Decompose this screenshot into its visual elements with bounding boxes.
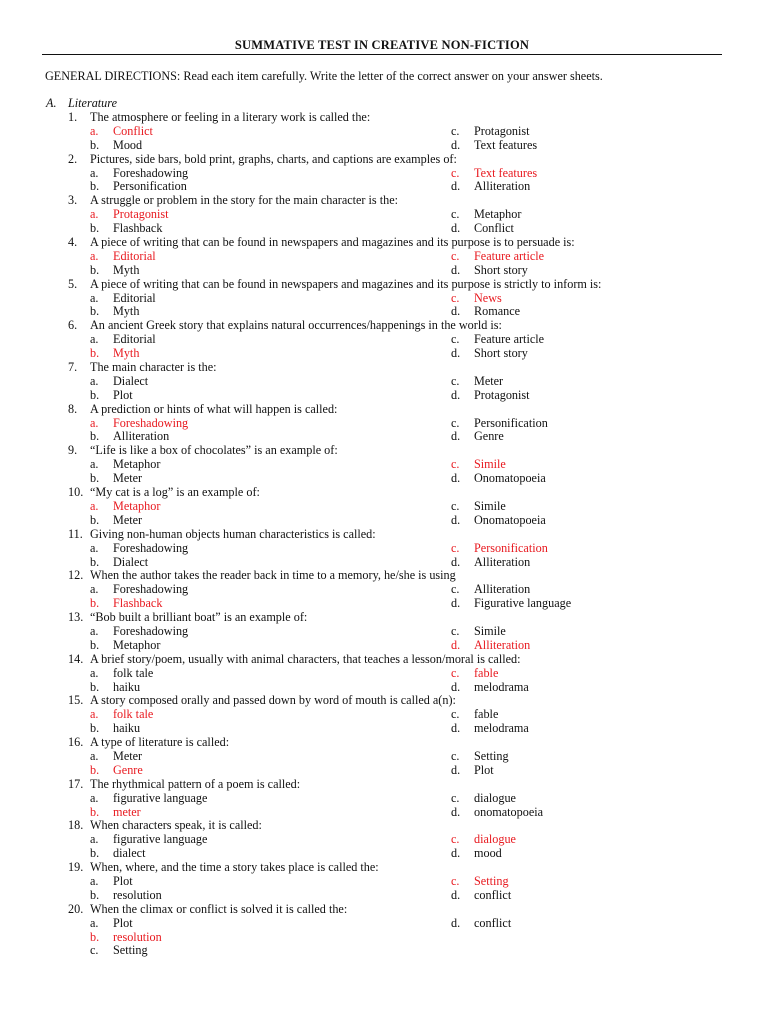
option-text: figurative language <box>113 832 208 847</box>
option-letter: c. <box>451 665 460 680</box>
option-text: Short story <box>474 346 528 361</box>
option-text: Protagonist <box>474 123 530 138</box>
option-text-correct: Metaphor <box>113 498 161 513</box>
option-text-correct: Foreshadowing <box>113 415 189 430</box>
option-letter: a. <box>90 540 99 555</box>
option-letter: c. <box>451 540 460 555</box>
question-number: 4. <box>68 235 78 250</box>
option-letter: b. <box>90 387 100 402</box>
option-text-correct: Protagonist <box>113 207 169 222</box>
option-letter: d. <box>451 137 461 152</box>
option-letter: c. <box>451 498 460 513</box>
options-row <box>0 917 768 931</box>
option-letter: a. <box>90 707 99 722</box>
question-text: Giving non-human objects human characteristics is called: <box>90 526 376 541</box>
option-text-correct: News <box>474 290 502 305</box>
option-text: Feature article <box>474 332 545 347</box>
options-row <box>0 681 768 695</box>
option-letter: a. <box>90 207 99 222</box>
question-number: 16. <box>68 735 84 750</box>
option-letter: b. <box>90 262 100 277</box>
option-letter: d. <box>451 262 461 277</box>
option-letter: c. <box>451 290 460 305</box>
option-text-correct: dialogue <box>474 832 516 847</box>
option-letter: c. <box>451 165 460 180</box>
option-text: Setting <box>113 943 148 958</box>
option-letter: d. <box>451 596 461 611</box>
options-row <box>0 458 768 472</box>
option-letter: a. <box>90 748 99 763</box>
option-letter: c. <box>451 373 460 388</box>
option-text: Genre <box>474 429 504 444</box>
title-underline <box>42 54 722 55</box>
options-row <box>0 292 768 306</box>
section-letter: A. <box>46 96 57 110</box>
option-text: Editorial <box>113 290 156 305</box>
option-letter: a. <box>90 873 99 888</box>
option-letter: a. <box>90 332 99 347</box>
options-row <box>0 847 768 861</box>
option-letter: d. <box>451 915 461 930</box>
options-row <box>0 472 768 486</box>
question <box>0 236 768 250</box>
option-text: onomatopoeia <box>474 804 544 819</box>
option-letter: a. <box>90 832 99 847</box>
option-letter: a. <box>90 665 99 680</box>
option-letter: c. <box>451 748 460 763</box>
options-row <box>0 139 768 153</box>
option-letter: b. <box>90 596 100 611</box>
option-text: conflict <box>474 915 512 930</box>
option-letter: b. <box>90 804 100 819</box>
question <box>0 819 768 833</box>
question-number: 19. <box>68 860 84 875</box>
page-title: SUMMATIVE TEST IN CREATIVE NON-FICTION <box>234 38 530 52</box>
option-text: Dialect <box>113 554 149 569</box>
options-row <box>0 514 768 528</box>
option-letter: c. <box>451 415 460 430</box>
question-number: 7. <box>68 360 78 375</box>
question <box>0 111 768 125</box>
question-text: “Bob built a brilliant boat” is an example of: <box>90 610 308 625</box>
option-letter: b. <box>90 679 100 694</box>
options-row <box>0 722 768 736</box>
option-text: Metaphor <box>474 207 522 222</box>
question-text: A piece of writing that can be found in newspapers and magazines and its purpose is to persuade is: <box>90 235 575 250</box>
option-text: resolution <box>113 887 162 902</box>
option-letter: c. <box>451 873 460 888</box>
options-row <box>0 639 768 653</box>
question-text: When, where, and the time a story takes place is called the: <box>90 860 379 875</box>
option-text: melodrama <box>474 679 529 694</box>
options-row <box>0 931 768 945</box>
option-text: Mood <box>113 137 143 152</box>
question-number: 15. <box>68 693 84 708</box>
option-letter: c. <box>451 207 460 222</box>
option-letter: c. <box>451 332 460 347</box>
option-text: Alliteration <box>113 429 170 444</box>
option-letter: c. <box>90 943 99 958</box>
option-text: Plot <box>113 387 133 402</box>
option-letter: b. <box>90 637 100 652</box>
question <box>0 611 768 625</box>
option-letter: c. <box>451 248 460 263</box>
option-letter: d. <box>451 804 461 819</box>
options-row <box>0 708 768 722</box>
option-letter: b. <box>90 471 100 486</box>
options-row <box>0 583 768 597</box>
option-letter: a. <box>90 165 99 180</box>
option-letter: d. <box>451 346 461 361</box>
options-row <box>0 305 768 319</box>
option-text-correct: Feature article <box>474 248 545 263</box>
question-text: A piece of writing that can be found in newspapers and magazines and its purpose is strictly to inform is: <box>90 276 602 291</box>
option-letter: c. <box>451 707 460 722</box>
question-number: 12. <box>68 568 84 583</box>
option-text: Alliteration <box>474 554 531 569</box>
option-text: Conflict <box>474 221 514 236</box>
question <box>0 778 768 792</box>
question <box>0 194 768 208</box>
option-letter: b. <box>90 846 100 861</box>
options-row <box>0 792 768 806</box>
option-letter: a. <box>90 415 99 430</box>
question <box>0 444 768 458</box>
question-text: A type of literature is called: <box>90 735 230 750</box>
option-text: Plot <box>113 915 133 930</box>
question-list <box>0 111 768 958</box>
options-row <box>0 875 768 889</box>
question-text: “Life is like a box of chocolates” is an example of: <box>90 443 338 458</box>
option-letter: b. <box>90 304 100 319</box>
option-letter: d. <box>451 554 461 569</box>
options-row <box>0 500 768 514</box>
option-letter: b. <box>90 721 100 736</box>
option-letter: d. <box>451 471 461 486</box>
question <box>0 903 768 917</box>
question-text: Pictures, side bars, bold print, graphs, charts, and captions are examples of: <box>90 151 457 166</box>
option-letter: a. <box>90 915 99 930</box>
options-row <box>0 556 768 570</box>
option-text: figurative language <box>113 790 208 805</box>
option-letter: b. <box>90 929 100 944</box>
option-letter: d. <box>451 387 461 402</box>
option-text: dialogue <box>474 790 516 805</box>
question-number: 14. <box>68 651 84 666</box>
options-row <box>0 208 768 222</box>
option-letter: c. <box>451 457 460 472</box>
option-text: dialect <box>113 846 146 861</box>
option-text: Setting <box>474 748 509 763</box>
option-letter: d. <box>451 846 461 861</box>
question <box>0 486 768 500</box>
options-row <box>0 222 768 236</box>
options-row <box>0 542 768 556</box>
option-letter: c. <box>451 123 460 138</box>
option-text: Metaphor <box>113 637 161 652</box>
option-text: fable <box>474 707 499 722</box>
question-number: 11. <box>68 526 83 541</box>
option-text: Onomatopoeia <box>474 471 546 486</box>
option-letter: d. <box>451 304 461 319</box>
option-text-correct: Myth <box>113 346 140 361</box>
options-row <box>0 667 768 681</box>
option-letter: d. <box>451 762 461 777</box>
question-text: An ancient Greek story that explains natural occurrences/happenings in the world is: <box>90 318 502 333</box>
option-letter: c. <box>451 582 460 597</box>
option-text-correct: Flashback <box>113 596 163 611</box>
question-text: When the climax or conflict is solved it is called the: <box>90 901 348 916</box>
question-number: 18. <box>68 818 84 833</box>
option-letter: c. <box>451 790 460 805</box>
option-letter: a. <box>90 498 99 513</box>
option-text-correct: fable <box>474 665 499 680</box>
question-number: 9. <box>68 443 78 458</box>
options-row <box>0 944 768 958</box>
option-text-correct: Text features <box>474 165 538 180</box>
option-letter: d. <box>451 512 461 527</box>
option-letter: a. <box>90 457 99 472</box>
question <box>0 861 768 875</box>
question-text: “My cat is a log” is an example of: <box>90 485 260 500</box>
option-text: Alliteration <box>474 179 531 194</box>
section-name: Literature <box>68 96 117 110</box>
option-text: Simile <box>474 623 506 638</box>
question-text: A struggle or problem in the story for the main character is the: <box>90 193 398 208</box>
option-text: Personification <box>474 415 548 430</box>
options-row <box>0 180 768 194</box>
option-text: Meter <box>113 512 143 527</box>
option-text-correct: meter <box>113 804 141 819</box>
question <box>0 361 768 375</box>
option-letter: d. <box>451 429 461 444</box>
question-text: A story composed orally and passed down by word of mouth is called a(n): <box>90 693 456 708</box>
question-number: 13. <box>68 610 84 625</box>
question-text: A brief story/poem, usually with animal characters, that teaches a lesson/moral is called: <box>90 651 521 666</box>
option-text: Foreshadowing <box>113 582 189 597</box>
question <box>0 694 768 708</box>
options-row <box>0 806 768 820</box>
option-text-correct: Simile <box>474 457 506 472</box>
question-number: 1. <box>68 110 78 124</box>
general-directions: GENERAL DIRECTIONS: Read each item carefully. Write the letter of the correct answer on your answer sheets. <box>45 69 603 83</box>
options-row <box>0 764 768 778</box>
options-row <box>0 833 768 847</box>
options-row <box>0 167 768 181</box>
option-text-correct: resolution <box>113 929 162 944</box>
option-text-correct: Alliteration <box>474 637 531 652</box>
option-text: Text features <box>474 137 538 152</box>
option-letter: d. <box>451 679 461 694</box>
question-number: 8. <box>68 401 78 416</box>
question-text: The rhythmical pattern of a poem is called: <box>90 776 301 791</box>
option-text: mood <box>474 846 502 861</box>
question <box>0 736 768 750</box>
question <box>0 528 768 542</box>
option-text: Protagonist <box>474 387 530 402</box>
option-text: Meter <box>474 373 504 388</box>
option-letter: a. <box>90 582 99 597</box>
option-text-correct: Editorial <box>113 248 156 263</box>
options-row <box>0 417 768 431</box>
options-row <box>0 889 768 903</box>
option-letter: b. <box>90 179 100 194</box>
option-text: Figurative language <box>474 596 572 611</box>
option-letter: d. <box>451 179 461 194</box>
question <box>0 319 768 333</box>
option-text: melodrama <box>474 721 529 736</box>
option-text: haiku <box>113 721 141 736</box>
option-letter: b. <box>90 429 100 444</box>
option-text: Meter <box>113 471 143 486</box>
option-letter: b. <box>90 137 100 152</box>
option-text: Plot <box>113 873 133 888</box>
option-letter: a. <box>90 790 99 805</box>
option-letter: d. <box>451 721 461 736</box>
options-row <box>0 375 768 389</box>
question-text: When characters speak, it is called: <box>90 818 262 833</box>
option-text: Alliteration <box>474 582 531 597</box>
question <box>0 569 768 583</box>
option-text: Plot <box>474 762 494 777</box>
question-number: 20. <box>68 901 84 916</box>
options-row <box>0 625 768 639</box>
question-text: When the author takes the reader back in time to a memory, he/she is using <box>90 568 456 583</box>
question-number: 6. <box>68 318 78 333</box>
option-text-correct: Personification <box>474 540 548 555</box>
option-letter: a. <box>90 248 99 263</box>
question <box>0 153 768 167</box>
options-row <box>0 750 768 764</box>
option-text: Metaphor <box>113 457 161 472</box>
option-text: Editorial <box>113 332 156 347</box>
question-number: 10. <box>68 485 84 500</box>
options-row <box>0 347 768 361</box>
options-row <box>0 597 768 611</box>
question <box>0 278 768 292</box>
question-text: A prediction or hints of what will happen is called: <box>90 401 338 416</box>
option-letter: a. <box>90 373 99 388</box>
option-text: Romance <box>474 304 521 319</box>
option-text: Onomatopoeia <box>474 512 546 527</box>
option-letter: b. <box>90 762 100 777</box>
option-letter: a. <box>90 623 99 638</box>
question <box>0 403 768 417</box>
option-text: conflict <box>474 887 512 902</box>
options-row <box>0 389 768 403</box>
option-letter: c. <box>451 832 460 847</box>
question-number: 17. <box>68 776 84 791</box>
option-text: haiku <box>113 679 141 694</box>
option-text: Flashback <box>113 221 163 236</box>
option-text-correct: Genre <box>113 762 143 777</box>
option-text-correct: Conflict <box>113 123 153 138</box>
option-text-correct: Setting <box>474 873 509 888</box>
option-text: Personification <box>113 179 187 194</box>
option-letter: c. <box>451 623 460 638</box>
option-letter: b. <box>90 346 100 361</box>
question-number: 5. <box>68 276 78 291</box>
option-text: Meter <box>113 748 143 763</box>
option-letter: d. <box>451 221 461 236</box>
option-text: Foreshadowing <box>113 623 189 638</box>
option-text: folk tale <box>113 665 154 680</box>
option-letter: b. <box>90 221 100 236</box>
option-letter: a. <box>90 123 99 138</box>
question-text: The atmosphere or feeling in a literary work is called the: <box>90 110 371 124</box>
question <box>0 653 768 667</box>
option-text: Simile <box>474 498 506 513</box>
option-text: Dialect <box>113 373 149 388</box>
option-letter: b. <box>90 887 100 902</box>
option-text: Foreshadowing <box>113 165 189 180</box>
options-row <box>0 125 768 139</box>
option-letter: b. <box>90 554 100 569</box>
question-number: 3. <box>68 193 78 208</box>
option-letter: d. <box>451 887 461 902</box>
options-row <box>0 430 768 444</box>
option-text: Short story <box>474 262 528 277</box>
option-text: Foreshadowing <box>113 540 189 555</box>
option-letter: b. <box>90 512 100 527</box>
section-heading <box>46 96 117 111</box>
question-text: The main character is the: <box>90 360 217 375</box>
option-text-correct: folk tale <box>113 707 154 722</box>
options-row <box>0 333 768 347</box>
options-row <box>0 264 768 278</box>
option-text: Myth <box>113 262 140 277</box>
question-number: 2. <box>68 151 78 166</box>
option-letter: a. <box>90 290 99 305</box>
option-text: Myth <box>113 304 140 319</box>
options-row <box>0 250 768 264</box>
option-letter: d. <box>451 637 461 652</box>
